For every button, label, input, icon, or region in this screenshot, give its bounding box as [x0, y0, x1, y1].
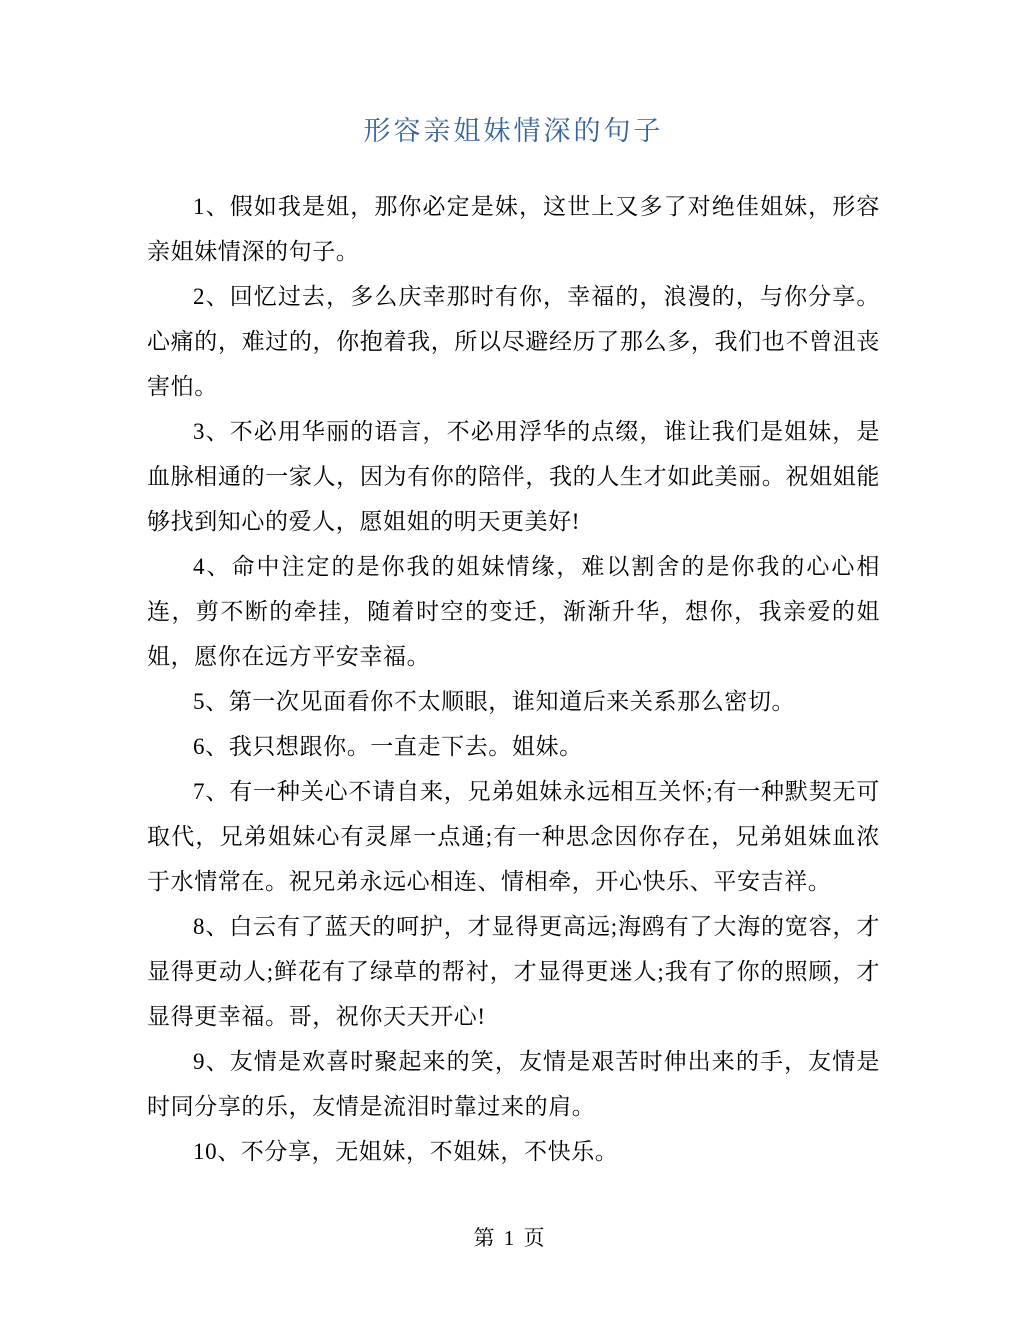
paragraph-8: 8、白云有了蓝天的呵护，才显得更高远;海鸥有了大海的宽容，才显得更动人;鲜花有了绿草的帮衬，才显得更迷人;我有了你的照顾，才显得更幸福。哥，祝你天天开心!	[147, 914, 880, 1029]
paragraph-1: 1、假如我是姐，那你必定是妹，这世上又多了对绝佳姐妹，形容亲姐妹情深的句子。	[147, 194, 880, 264]
paragraph-2: 2、回忆过去，多么庆幸那时有你，幸福的，浪漫的，与你分享。心痛的，难过的，你抱着我，所以尽避经历了那么多，我们也不曾沮丧害怕。	[147, 284, 880, 399]
paragraph-4: 4、命中注定的是你我的姐妹情缘，难以割舍的是你我的心心相连，剪不断的牵挂，随着时空的变迁，渐渐升华，想你，我亲爱的姐姐，愿你在远方平安幸福。	[147, 554, 880, 669]
document-body	[147, 184, 880, 1174]
paragraph-6: 6、我只想跟你。一直走下去。姐妹。	[193, 734, 583, 759]
paragraph-9: 9、友情是欢喜时聚起来的笑，友情是艰苦时伸出来的手，友情是时同分享的乐，友情是流泪时靠过来的肩。	[147, 1049, 880, 1119]
paragraph-10: 10、不分享，无姐妹，不姐妹，不快乐。	[193, 1139, 619, 1164]
paragraph-3: 3、不必用华丽的语言，不必用浮华的点缀，谁让我们是姐妹，是血脉相通的一家人，因为有你的陪伴，我的人生才如此美丽。祝姐姐能够找到知心的爱人，愿姐姐的明天更美好!	[147, 419, 880, 534]
paragraph-7: 7、有一种关心不请自来，兄弟姐妹永远相互关怀;有一种默契无可取代，兄弟姐妹心有灵犀一点通;有一种思念因你存在，兄弟姐妹血浓于水情常在。祝兄弟永远心相连、情相牵，开心快乐、平安吉祥。	[147, 779, 880, 894]
paragraph-5: 5、第一次见面看你不太顺眼，谁知道后来关系那么密切。	[193, 689, 796, 714]
page-title: 形容亲姐妹情深的句子	[363, 116, 664, 146]
page-number-footer: 第 1 页	[473, 1226, 547, 1250]
